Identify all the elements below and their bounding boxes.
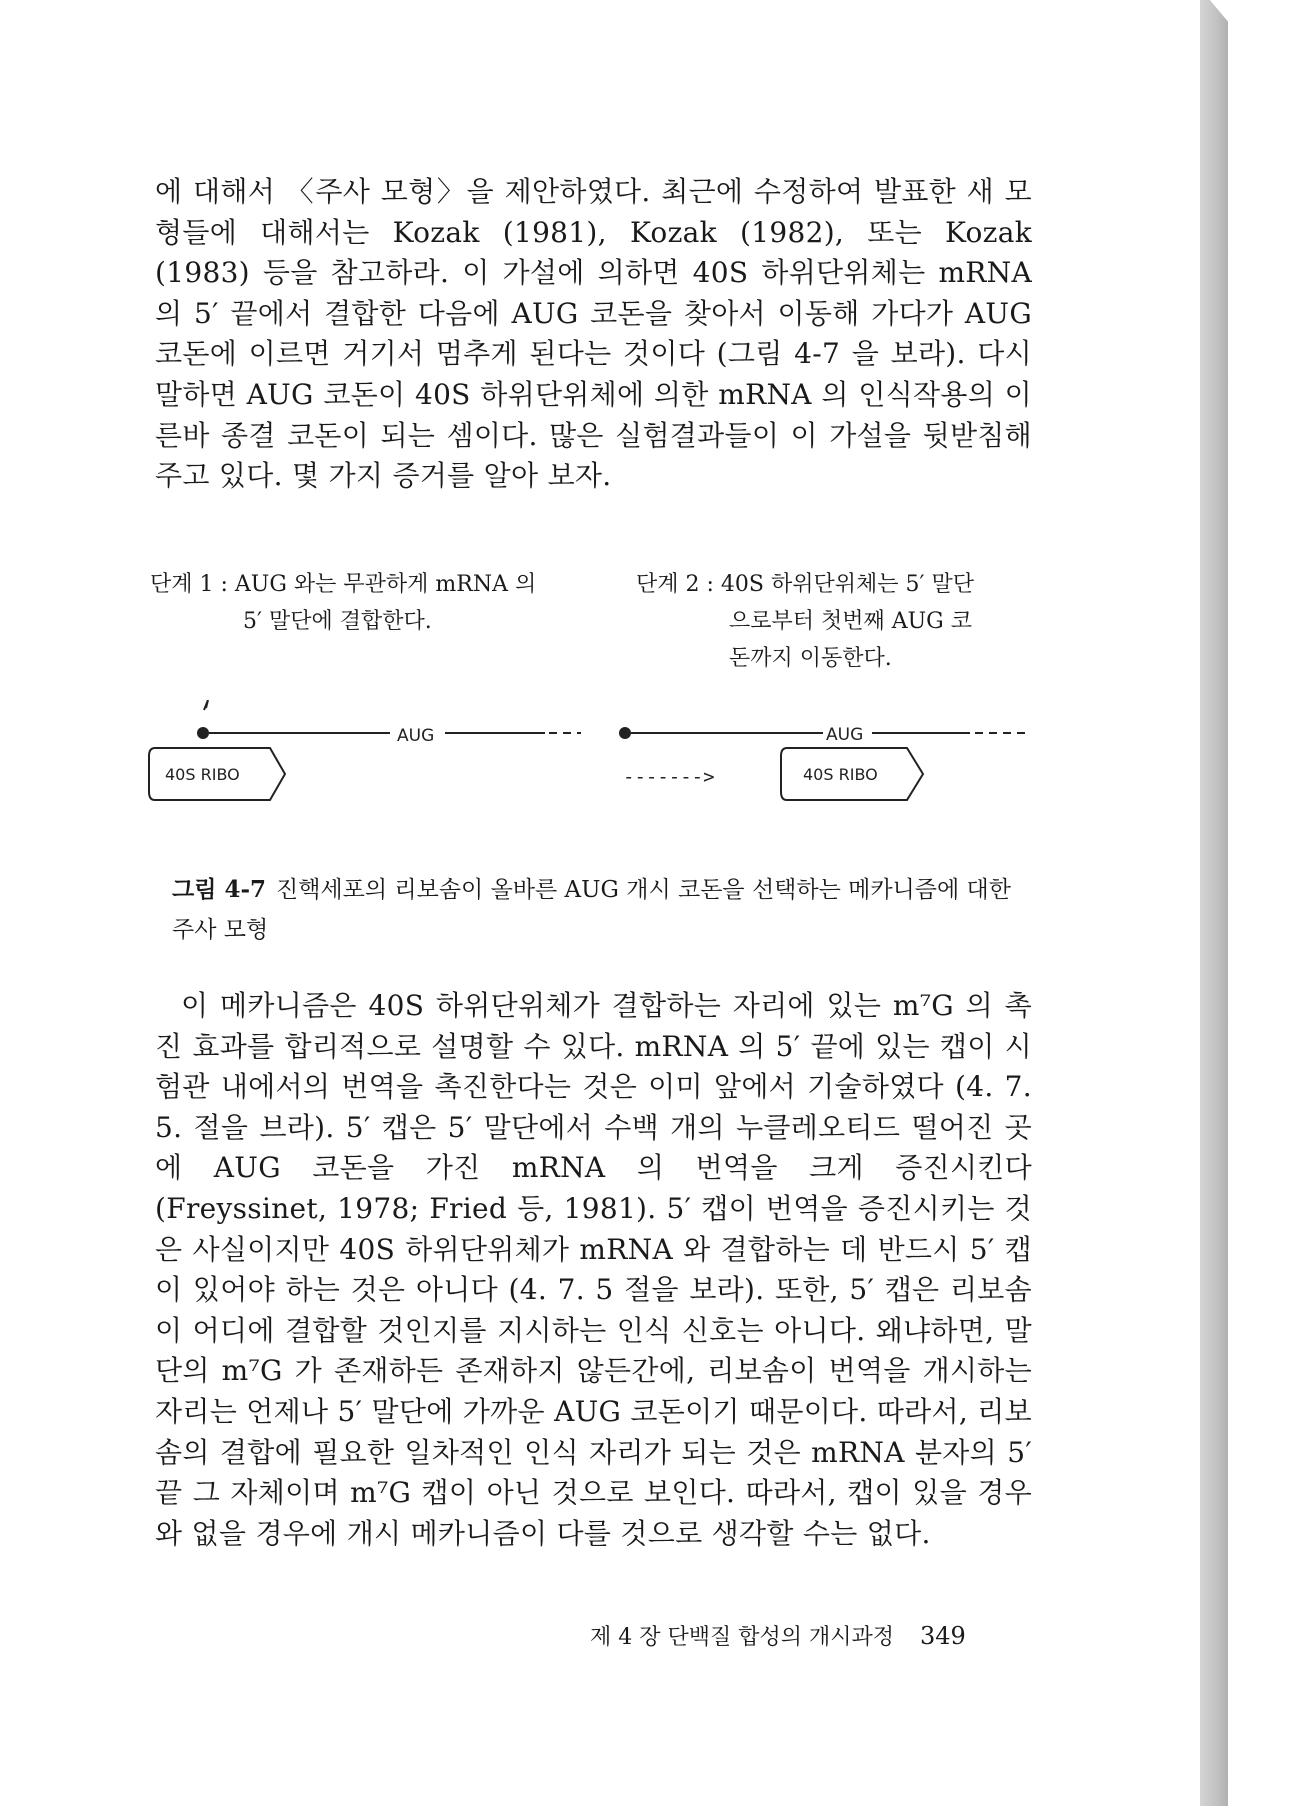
step-1-label: 단계 1 :	[150, 572, 235, 597]
page-margin	[1228, 0, 1309, 1806]
cap-dot-icon	[197, 727, 209, 739]
chapter-title: 제 4 장 단백질 합성의 개시과정	[590, 1625, 894, 1650]
codon-label-1: AUG	[397, 726, 435, 746]
step-2-line-2: 으로부터 첫번째 AUG 코	[729, 609, 972, 634]
figure-caption	[172, 870, 1022, 950]
body-paragraph-1: 에 대해서 〈주사 모형〉을 제안하였다. 최근에 수정하여 발표한 새 모형들에 대해서는 Kozak (1981), Kozak (1982), 또는 Kozak (1983) 등을 참고하라. 이 가설에 의하면 40S 하위단위체는 mRNA 의 5′ 끝에서 결합한 다음에 AUG 코돈을 찾아서 이동해 가다가 AUG 코돈에 이르면 거기서 멈추게 된다는 것이다 (그림 4-7 을 보라). 다시 말하면 AUG 코돈이 40S 하위단위체에 의한 mRNA 의 인식작용의 이른바 종결 코돈이 되는 셈이다. 많은 실험결과들이 이 가설을 뒷받침해 주고 있다. 몇 가지 증거를 알아 보자.	[155, 175, 1032, 493]
body-paragraph-2: 이 메카니즘은 40S 하위단위체가 결합하는 자리에 있는 m⁷G 의 촉진 효과를 합리적으로 설명할 수 있다. mRNA 의 5′ 끝에 있는 캡이 시험관 내에서의 번역을 촉진한다는 것은 이미 앞에서 기술하였다 (4. 7. 5. 절을 브라). 5′ 캡은 5′ 말단에서 수백 개의 누클레오티드 떨어진 곳에 AUG 코돈을 가진 mRNA 의 번역을 크게 증진시킨다 (Freyssinet, 1978; Fried 등, 1981). 5′ 캡이 번역을 증진시키는 것은 사실이지만 40S 하위단위체가 mRNA 와 결합하는 데 반드시 5′ 캡이 있어야 하는 것은 아니다 (4. 7. 5 절을 보라). 또한, 5′ 캡은 리보솜이 어디에 결합할 것인지를 지시하는 인식 신호는 아니다. 왜냐하면, 말단의 m⁷G 가 존재하든 존재하지 않든간에, 리보솜이 번역을 개시하는 자리는 언제나 5′ 말단에 가까운 AUG 코돈이기 때문이다. 따라서, 리보솜의 결합에 필요한 일차적인 인식 자리가 되는 것은 mRNA 분자의 5′ 끝 그 자체이며 m⁷G 캡이 아닌 것으로 보인다. 따라서, 캡이 있을 경우와 없을 경우에 개시 메카니즘이 다를 것으로 생각할 수는 없다.	[155, 989, 1032, 1550]
figure-step-2	[636, 566, 1056, 677]
cap-dot-2-icon	[619, 727, 631, 739]
step-1-diagram	[149, 700, 581, 800]
ribosome-label-1: 40S RIBO	[165, 765, 240, 784]
figure-step-1	[150, 566, 600, 640]
step-1-line-2: 5′ 말단에 결합한다.	[243, 609, 432, 634]
scanning-arrow: ------->	[623, 766, 715, 788]
step-2-diagram	[619, 725, 1025, 800]
figure-label: 그림 4-7	[172, 876, 266, 903]
step-1-line-1: AUG 와는 무관하게 mRNA 의	[234, 572, 537, 597]
page-number: 349	[920, 1622, 966, 1650]
step-2-label: 단계 2 :	[636, 572, 721, 597]
binding-mark-icon	[204, 700, 208, 710]
ribosome-scanning-diagram	[145, 700, 1045, 830]
step-2-line-1: 40S 하위단위체는 5′ 말단	[720, 572, 974, 597]
ribosome-label-2: 40S RIBO	[803, 765, 878, 784]
codon-label-2: AUG	[826, 725, 864, 745]
page-stack-edge	[1200, 0, 1228, 1806]
page-footer	[590, 1620, 966, 1651]
figure-caption-text: 진핵세포의 리보솜이 올바른 AUG 개시 코돈을 선택하는 메카니즘에 대한 주사 모형	[172, 877, 1011, 943]
step-2-line-3: 돈까지 이동한다.	[729, 646, 892, 671]
